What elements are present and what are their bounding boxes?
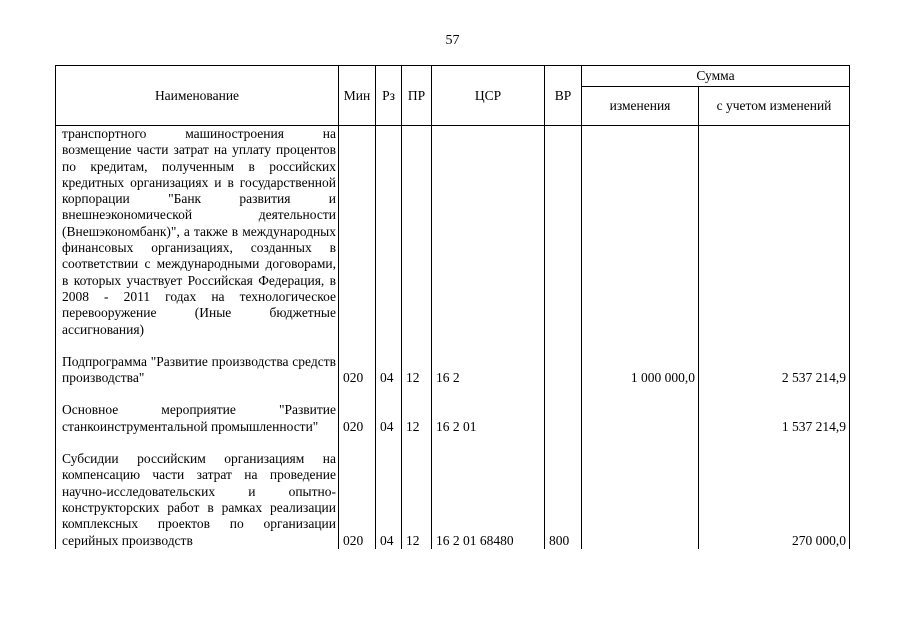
table-row bbox=[56, 354, 850, 387]
budget-table bbox=[55, 65, 850, 549]
row-name: Субсидии российским организациям на компенсацию части затрат на проведение научно-исследовательских и опытно-конструкторских работ в рамках реализации комплексных проектов по организации серийных производств bbox=[56, 451, 339, 549]
table-row bbox=[56, 402, 850, 435]
row-min: 020 bbox=[339, 451, 376, 549]
row-vr bbox=[545, 402, 582, 435]
row-pr: 12 bbox=[402, 354, 432, 387]
header-change: изменения bbox=[582, 87, 699, 126]
row-vr bbox=[545, 126, 582, 338]
row-rz: 04 bbox=[376, 354, 402, 387]
row-change bbox=[582, 451, 699, 549]
row-rz: 04 bbox=[376, 451, 402, 549]
row-csr: 16 2 01 bbox=[432, 402, 545, 435]
row-min: 020 bbox=[339, 354, 376, 387]
table-row bbox=[56, 451, 850, 549]
header-sum: Сумма bbox=[582, 66, 850, 87]
row-change bbox=[582, 402, 699, 435]
row-vr: 800 bbox=[545, 451, 582, 549]
row-pr: 12 bbox=[402, 451, 432, 549]
row-name: Подпрограмма "Развитие производства средств производства" bbox=[56, 354, 339, 387]
header-min: Мин bbox=[339, 66, 376, 126]
header-rz: Рз bbox=[376, 66, 402, 126]
row-change bbox=[582, 126, 699, 338]
row-min bbox=[339, 126, 376, 338]
row-rz bbox=[376, 126, 402, 338]
row-total: 2 537 214,9 bbox=[699, 354, 850, 387]
row-total: 1 537 214,9 bbox=[699, 402, 850, 435]
header-name: Наименование bbox=[56, 66, 339, 126]
row-csr: 16 2 bbox=[432, 354, 545, 387]
row-name: транспортного машиностроения на возмещение части затрат на уплату процентов по кредитам, полученным в российских кредитных организациях и в государственной корпорации "Банк развития и внешнеэкономической деятельности (Внешэкономбанк)", а также в международных финансовых организациях, созданных в соответствии с международными договорами, в которых участвует Российская Федерация, в 2008 - 2011 годах на технологическое перевооружение (Иные бюджетные ассигнования) bbox=[56, 126, 339, 338]
row-total bbox=[699, 126, 850, 338]
row-csr bbox=[432, 126, 545, 338]
header-csr: ЦСР bbox=[432, 66, 545, 126]
header-with-change: с учетом изменений bbox=[699, 87, 850, 126]
row-change: 1 000 000,0 bbox=[582, 354, 699, 387]
row-total: 270 000,0 bbox=[699, 451, 850, 549]
row-rz: 04 bbox=[376, 402, 402, 435]
table-row bbox=[56, 126, 850, 338]
row-name: Основное мероприятие "Развитие станкоинструментальной промышленности" bbox=[56, 402, 339, 435]
row-pr bbox=[402, 126, 432, 338]
header-vr: ВР bbox=[545, 66, 582, 126]
page-number: 57 bbox=[445, 33, 460, 48]
row-min: 020 bbox=[339, 402, 376, 435]
row-vr bbox=[545, 354, 582, 387]
row-pr: 12 bbox=[402, 402, 432, 435]
header-pr: ПР bbox=[402, 66, 432, 126]
row-csr: 16 2 01 68480 bbox=[432, 451, 545, 549]
